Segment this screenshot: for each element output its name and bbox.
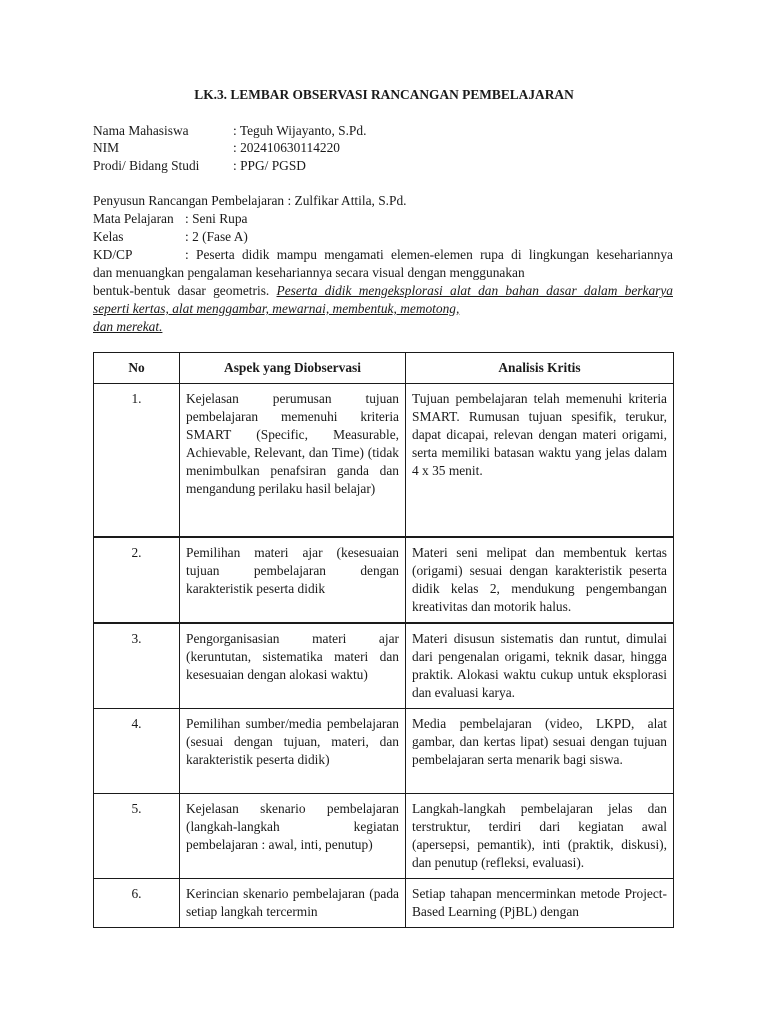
row-analysis: Materi seni melipat dan membentuk kertas (origami) sesuai dengan karakteristik peserta didik kelas 2, mendukung pengembangan kreativitas dan motorik halus. bbox=[406, 537, 674, 623]
kd-cp-line-5 bbox=[93, 318, 673, 336]
header-aspect: Aspek yang Diobservasi bbox=[180, 353, 406, 384]
row-number: 2. bbox=[94, 537, 180, 623]
table-row bbox=[94, 709, 674, 794]
kd-cp-text-1: : Peserta didik mampu mengamati elemen-elemen rupa di lingkungan kesehariannya bbox=[185, 247, 673, 262]
row-number: 5. bbox=[94, 794, 180, 879]
observation-table bbox=[93, 352, 674, 928]
study-program-value: : PPG/ PGSD bbox=[233, 158, 306, 173]
student-name-row bbox=[93, 122, 366, 139]
table-row bbox=[94, 623, 674, 709]
kd-cp-line-3 bbox=[93, 282, 673, 300]
student-name-value: : Teguh Wijayanto, S.Pd. bbox=[233, 123, 367, 138]
kd-cp-block bbox=[93, 246, 673, 336]
kd-cp-text-3-plain: bentuk-bentuk dasar geometris. bbox=[93, 283, 277, 298]
row-analysis: Media pembelajaran (video, LKPD, alat gambar, dan kertas lipat) sesuai dengan tujuan pembelajaran serta menarik bagi siswa. bbox=[406, 709, 674, 794]
row-aspect: Kerincian skenario pembelajaran (pada setiap langkah tercermin bbox=[180, 879, 406, 928]
class-label: Kelas bbox=[93, 229, 124, 244]
study-program-row bbox=[93, 157, 306, 174]
student-nim-label: NIM bbox=[93, 140, 120, 155]
row-aspect: Pemilihan sumber/media pembelajaran (sesuai dengan tujuan, materi, dan karakteristik peserta didik) bbox=[180, 709, 406, 794]
row-number: 1. bbox=[94, 384, 180, 538]
row-number: 6. bbox=[94, 879, 180, 928]
row-analysis: Setiap tahapan mencerminkan metode Project-Based Learning (PjBL) dengan bbox=[406, 879, 674, 928]
header-analysis: Analisis Kritis bbox=[406, 353, 674, 384]
kd-cp-text-3-underlined: Peserta didik mengeksplorasi alat dan bahan dasar dalam berkarya bbox=[276, 283, 673, 298]
student-name-label: Nama Mahasiswa bbox=[93, 123, 189, 138]
subject-value: : Seni Rupa bbox=[185, 211, 248, 226]
row-analysis: Langkah-langkah pembelajaran jelas dan terstruktur, terdiri dari kegiatan awal (apersepsi, pemantik), inti (praktik, diskusi), dan penutup (refleksi, evaluasi). bbox=[406, 794, 674, 879]
table-header-row bbox=[94, 353, 674, 384]
kd-cp-label: KD/CP bbox=[93, 247, 133, 262]
row-number: 4. bbox=[94, 709, 180, 794]
plan-author: Penyusun Rancangan Pembelajaran : Zulfikar Attila, S.Pd. bbox=[93, 193, 407, 208]
row-aspect: Pemilihan materi ajar (kesesuaian tujuan pembelajaran dengan karakteristik peserta didik bbox=[180, 537, 406, 623]
study-program-label: Prodi/ Bidang Studi bbox=[93, 158, 200, 173]
kd-cp-text-5-underlined: dan merekat. bbox=[93, 319, 163, 334]
kd-cp-text-4-underlined: seperti kertas, alat menggambar, mewarnai, membentuk, memotong, bbox=[93, 301, 460, 316]
kd-cp-line-1 bbox=[93, 246, 673, 264]
row-analysis: Materi disusun sistematis dan runtut, dimulai dari pengenalan origami, teknik dasar, hingga praktik. Alokasi waktu cukup untuk eksplorasi dan evaluasi karya. bbox=[406, 623, 674, 709]
kd-cp-line-4 bbox=[93, 300, 673, 318]
header-no: No bbox=[94, 353, 180, 384]
student-nim-row bbox=[93, 139, 340, 156]
row-analysis: Tujuan pembelajaran telah memenuhi kriteria SMART. Rumusan tujuan spesifik, terukur, dapat dicapai, relevan dengan materi origami, serta memiliki batasan waktu yang jelas dalam 4 x 35 menit. bbox=[406, 384, 674, 538]
student-nim-value: : 202410630114220 bbox=[233, 140, 341, 155]
row-number: 3. bbox=[94, 623, 180, 709]
table-row bbox=[94, 879, 674, 928]
class-value: : 2 (Fase A) bbox=[185, 229, 248, 244]
subject-label: Mata Pelajaran bbox=[93, 211, 174, 226]
row-aspect: Pengorganisasian materi ajar (keruntutan, sistematika materi dan kesesuaian dengan alokasi waktu) bbox=[180, 623, 406, 709]
class-row bbox=[93, 228, 248, 245]
subject-row bbox=[93, 210, 248, 227]
row-aspect: Kejelasan perumusan tujuan pembelajaran memenuhi kriteria SMART (Specific, Measurable, Achievable, Relevant, dan Time) (tidak menimbulkan penafsiran ganda dan mengandung perilaku hasil belajar) bbox=[180, 384, 406, 538]
table-row bbox=[94, 384, 674, 538]
table-row bbox=[94, 794, 674, 879]
kd-cp-line-2: dan menuangkan pengalaman kesehariannya secara visual dengan menggunakan bbox=[93, 265, 525, 280]
row-aspect: Kejelasan skenario pembelajaran (langkah-langkah kegiatan pembelajaran : awal, inti, penutup) bbox=[180, 794, 406, 879]
document-title: LK.3. LEMBAR OBSERVASI RANCANGAN PEMBELAJARAN bbox=[194, 87, 574, 102]
table-row bbox=[94, 537, 674, 623]
